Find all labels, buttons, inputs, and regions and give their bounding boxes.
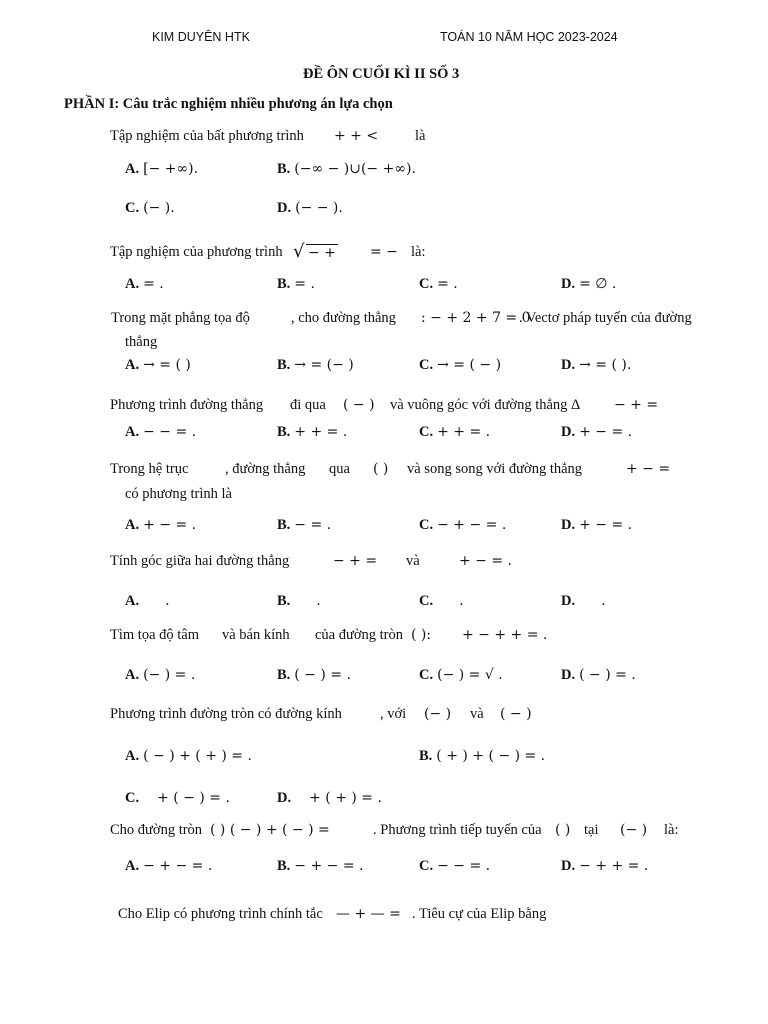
question-stem: Cho Elip có phương trình chính tắc (118, 906, 323, 922)
option-d[interactable]: D. → = ( ). (561, 357, 632, 373)
option-b[interactable]: B. → = (− ) (277, 357, 354, 373)
question-tail: . Tiêu cự của Elip bằng (412, 906, 547, 922)
question-stem: Phương trình đường tròn có đường kính (110, 706, 342, 722)
option-b[interactable]: B. + + = . (277, 424, 348, 440)
question-stem: Trong hệ trục (110, 461, 189, 477)
option-c[interactable]: C. . (419, 593, 464, 609)
question-tail: là: (411, 244, 426, 260)
question-mid: và (406, 553, 420, 569)
question-stem: Phương trình đường thẳng (110, 397, 264, 413)
option-b[interactable]: B. − = . (277, 517, 332, 533)
header-course: TOÁN 10 NĂM HỌC 2023-2024 (440, 30, 618, 44)
question-stem: Trong mặt phẳng tọa độ (111, 310, 250, 326)
option-d[interactable]: D. (− − ). (277, 200, 343, 216)
option-a[interactable]: A. = . (125, 276, 164, 292)
question-math-2: + − = (626, 461, 671, 477)
option-d[interactable]: D. . (561, 593, 606, 609)
option-b[interactable]: B. ( − ) = . (277, 667, 351, 683)
option-b[interactable]: B. = . (277, 276, 315, 292)
question-math: ( ) (373, 461, 389, 477)
option-a[interactable]: A. . (125, 593, 170, 609)
option-c[interactable]: C. + ( − ) = . (125, 790, 230, 806)
question-math: ( − ) (343, 397, 375, 413)
page-title: ĐỀ ÔN CUỐI KÌ II SỐ 3 (303, 66, 460, 82)
question-math-2: ( − ) (500, 706, 532, 722)
question-line2: có phương trình là (125, 486, 232, 502)
option-d[interactable]: D. = ∅ . (561, 276, 617, 292)
question-math: ( ): (411, 627, 432, 643)
question-stem: Cho đường tròn (110, 822, 203, 838)
option-d[interactable]: D. + ( + ) = . (277, 790, 382, 806)
option-c[interactable]: C. → = ( − ) (419, 357, 502, 373)
question-math-3: (− ) (620, 822, 648, 838)
question-mid: . Phương trình tiếp tuyến của (373, 822, 542, 838)
question-math: ( ) ( − ) + ( − ) = (210, 822, 330, 838)
question-mid-2: và (470, 706, 484, 722)
option-a[interactable]: A. (− ) = . (125, 667, 196, 683)
question-tail: là: (664, 822, 679, 838)
question-stem: Tập nghiệm của bất phương trình (110, 128, 304, 144)
question-mid-2: của đường tròn (315, 627, 404, 643)
question-math: — + — = (336, 906, 401, 922)
option-a[interactable]: A. [− +∞). (125, 161, 199, 177)
option-a[interactable]: A. ( − ) + ( + ) = . (125, 748, 252, 764)
option-c[interactable]: C. − + − = . (419, 517, 507, 533)
option-c[interactable]: C. − − = . (419, 858, 491, 874)
question-math-2: ( ) (555, 822, 571, 838)
question-mid-2: tại (584, 822, 599, 838)
option-d[interactable]: D. ( − ) = . (561, 667, 636, 683)
question-math: (− ) (424, 706, 452, 722)
question-mid: đi qua (290, 397, 326, 413)
question-math: − + (308, 245, 336, 261)
option-b[interactable]: B. ( + ) + ( − ) = . (419, 748, 546, 764)
option-c[interactable]: C. + + = . (419, 424, 491, 440)
question-tail: là (415, 128, 426, 144)
option-a[interactable]: A. → = ( ) (125, 357, 191, 373)
question-mid: và bán kính (222, 627, 290, 643)
option-d[interactable]: D. + − = . (561, 517, 633, 533)
question-mid-2: qua (329, 461, 350, 477)
option-c[interactable]: C. = . (419, 276, 458, 292)
option-a[interactable]: A. − − = . (125, 424, 197, 440)
question-mid: , với (380, 706, 407, 722)
question-math-rhs: = − (370, 244, 398, 260)
option-b[interactable]: B. − + − = . (277, 858, 364, 874)
question-stem: Tìm tọa độ tâm (110, 627, 199, 643)
option-d[interactable]: D. − + + = . (561, 858, 649, 874)
option-a[interactable]: A. + − = . (125, 517, 197, 533)
question-mid: , cho đường thẳng (291, 310, 396, 326)
option-b[interactable]: B. . (277, 593, 321, 609)
option-b[interactable]: B. (−∞ − )∪(− +∞). (277, 161, 416, 177)
question-math-2: + − = . (459, 553, 512, 569)
question-math-2: − + = (614, 397, 659, 413)
option-a[interactable]: A. − + − = . (125, 858, 213, 874)
option-d[interactable]: D. + − = . (561, 424, 633, 440)
question-math: − + = (333, 553, 378, 569)
question-math: : − + 2 + 7 = 0 (421, 310, 531, 326)
question-mid: , đường thẳng (225, 461, 306, 477)
question-stem: Tập nghiệm của phương trình (110, 244, 283, 260)
question-stem: Tính góc giữa hai đường thẳng (110, 553, 290, 569)
question-tail: và song song với đường thẳng (407, 461, 583, 477)
question-tail: . Vectơ pháp tuyến của đường (519, 310, 692, 326)
part-heading: PHẦN I: Câu trắc nghiệm nhiều phương án lựa chọn (64, 96, 393, 112)
question-math: + + < (334, 128, 379, 144)
question-math-2: + − + + = . (462, 627, 548, 643)
question-line2: thẳng (125, 334, 158, 350)
option-c[interactable]: C. (− ). (125, 200, 175, 216)
sqrt-icon: √ (293, 241, 305, 262)
header-author: KIM DUYÊN HTK (152, 30, 250, 44)
option-c[interactable]: C. (− ) = √ . (419, 667, 503, 683)
question-tail: và vuông góc với đường thẳng Δ (390, 397, 581, 413)
